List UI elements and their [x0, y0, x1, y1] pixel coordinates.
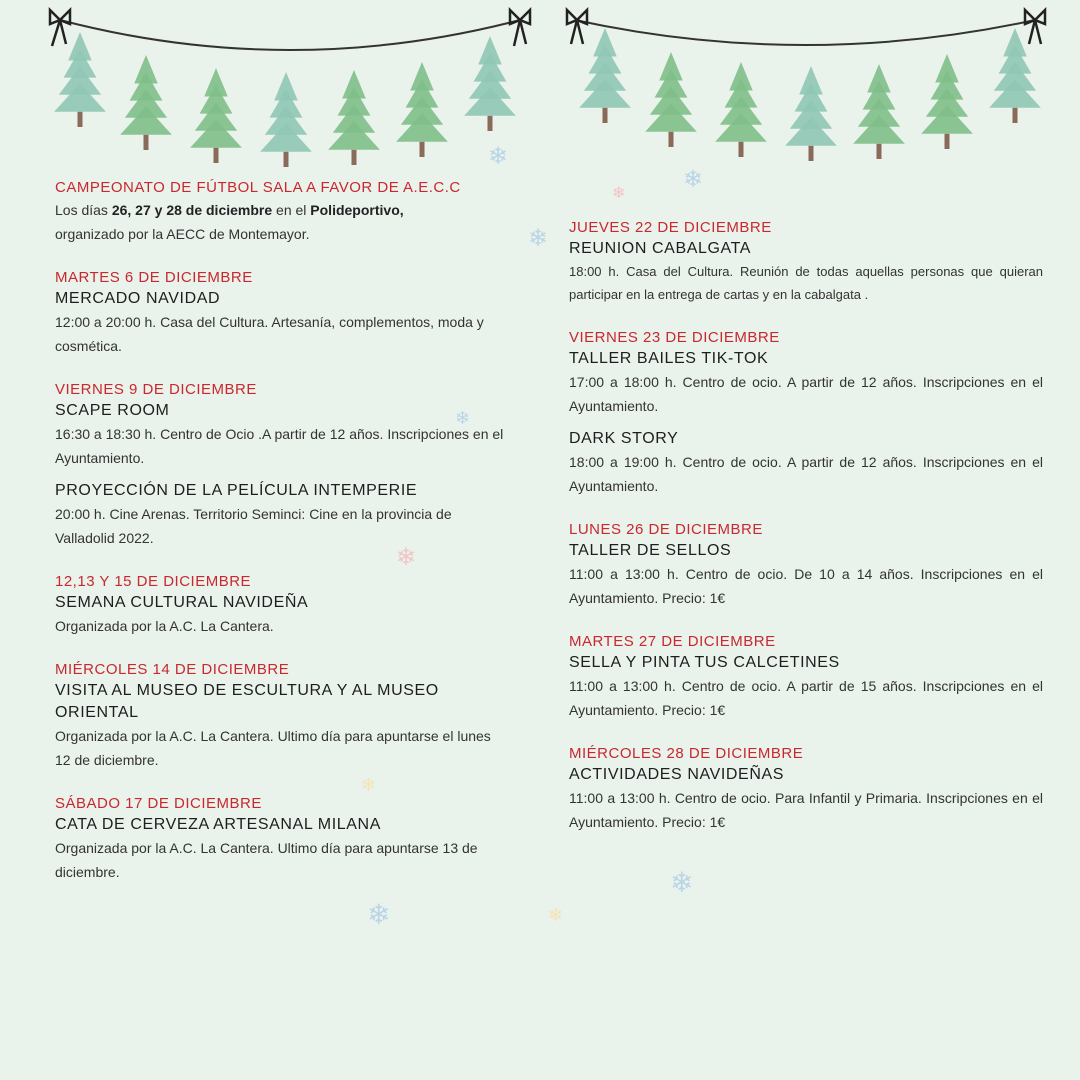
event-description: Organizada por la A.C. La Cantera. Ultimo día para apuntarse 13 de diciembre.: [55, 840, 478, 880]
event-description: 18:00 a 19:00 h. Centro de ocio. A partir de 12 años. Inscripciones en el Ayuntamiento.: [569, 454, 1043, 494]
snowflake-icon: ❄: [683, 166, 704, 193]
event-title: TALLER DE SELLOS: [569, 542, 732, 559]
event-description: 11:00 a 13:00 h. Centro de ocio. De 10 a 14 años. Inscripciones en el Ayuntamiento. Precio: 1€: [569, 566, 1043, 606]
event-title: SCAPE ROOM: [55, 402, 170, 419]
event-title: CATA DE CERVEZA ARTESANAL MILANA: [55, 816, 381, 833]
event-title: PROYECCIÓN DE LA PELÍCULA INTEMPERIE: [55, 482, 418, 499]
event: [55, 380, 505, 470]
event-intro: [55, 178, 505, 246]
event-date: MIÉRCOLES 28 DE DICIEMBRE: [569, 745, 804, 762]
event-description: Organizada por la A.C. La Cantera. Ultimo día para apuntarse el lunes 12 de diciembre.: [55, 728, 491, 768]
event: [55, 480, 505, 550]
bow-icon: [50, 10, 70, 46]
event-title: VISITA AL MUSEO DE ESCULTURA Y AL MUSEO ORIENTAL: [55, 682, 439, 721]
event-description: 18:00 h. Casa del Cultura. Reunión de todas aquellas personas que quieran participar en la entrega de cartas y en la cabalgata .: [569, 264, 1043, 302]
event-title: MERCADO NAVIDAD: [55, 290, 221, 307]
event-title: DARK STORY: [569, 430, 679, 447]
christmas-tree-icon: [396, 62, 448, 157]
event-date: MARTES 27 DE DICIEMBRE: [569, 633, 776, 650]
christmas-tree-icon: [260, 72, 312, 167]
event-title: SELLA Y PINTA TUS CALCETINES: [569, 654, 840, 671]
christmas-tree-garland-icon: [40, 0, 540, 175]
event-description: Los días 26, 27 y 28 de diciembre en el Polideportivo, organizado por la AECC de Montemayor.: [55, 202, 404, 242]
christmas-tree-icon: [120, 55, 172, 150]
event-description: Organizada por la A.C. La Cantera.: [55, 618, 274, 634]
christmas-tree-icon: [715, 62, 767, 157]
christmas-tree-icon: [328, 70, 380, 165]
event-date: 12,13 Y 15 DE DICIEMBRE: [55, 573, 252, 590]
event: [55, 660, 505, 772]
event-date: JUEVES 22 DE DICIEMBRE: [569, 219, 772, 236]
bow-icon: [1025, 10, 1045, 44]
event-date: VIERNES 9 DE DICIEMBRE: [55, 381, 257, 398]
event-description: 20:00 h. Cine Arenas. Territorio Seminci: Cine en la provincia de Valladolid 2022.: [55, 506, 452, 546]
christmas-tree-icon: [54, 32, 106, 127]
snowflake-icon: ❄: [488, 143, 509, 170]
snowflake-icon: ❄: [396, 544, 417, 571]
event: [569, 428, 1043, 498]
right-column: [569, 218, 1043, 856]
event: [55, 572, 505, 638]
event: [569, 328, 1043, 418]
christmas-tree-icon: [579, 28, 631, 123]
event-date: MIÉRCOLES 14 DE DICIEMBRE: [55, 661, 290, 678]
event: [569, 632, 1043, 722]
event-description: 17:00 a 18:00 h. Centro de ocio. A partir de 12 años. Inscripciones en el Ayuntamiento.: [569, 374, 1043, 414]
event: [569, 744, 1043, 834]
event-date: LUNES 26 DE DICIEMBRE: [569, 521, 763, 538]
christmas-tree-icon: [785, 66, 837, 161]
snowflake-icon: ❄: [548, 905, 564, 925]
snowflake-icon: ❄: [455, 408, 471, 428]
event-date: MARTES 6 DE DICIEMBRE: [55, 269, 253, 286]
christmas-tree-icon: [921, 54, 973, 149]
event-date: SÁBADO 17 DE DICIEMBRE: [55, 795, 262, 812]
christmas-tree-icon: [645, 52, 697, 147]
christmas-tree-icon: [989, 28, 1041, 123]
event-description: 11:00 a 13:00 h. Centro de ocio. Para Infantil y Primaria. Inscripciones en el Ayuntamiento. Precio: 1€: [569, 790, 1043, 830]
bow-icon: [510, 10, 530, 46]
event-title: REUNION CABALGATA: [569, 240, 752, 257]
snowflake-icon: ❄: [367, 899, 391, 930]
christmas-tree-icon: [464, 36, 516, 131]
event-title: TALLER BAILES TIK-TOK: [569, 350, 769, 367]
event-title: CAMPEONATO DE FÚTBOL SALA A FAVOR DE A.E.C.C: [55, 179, 461, 196]
event: [55, 794, 505, 884]
event: [55, 268, 505, 358]
event-description: 11:00 a 13:00 h. Centro de ocio. A partir de 15 años. Inscripciones en el Ayuntamiento. Precio: 1€: [569, 678, 1043, 718]
event-description: 16:30 a 18:30 h. Centro de Ocio .A partir de 12 años. Inscripciones en el Ayuntamiento.: [55, 426, 504, 466]
christmas-tree-icon: [853, 64, 905, 159]
christmas-tree-garland-icon: [565, 0, 1065, 175]
christmas-tree-icon: [190, 68, 242, 163]
event: [569, 520, 1043, 610]
bow-icon: [567, 10, 587, 44]
event-description: 12:00 a 20:00 h. Casa del Cultura. Artesanía, complementos, moda y cosmética.: [55, 314, 484, 354]
snowflake-icon: ❄: [361, 775, 377, 795]
left-column: [55, 178, 505, 906]
snowflake-icon: ❄: [670, 867, 694, 898]
event-date: VIERNES 23 DE DICIEMBRE: [569, 329, 780, 346]
event-title: SEMANA CULTURAL NAVIDEÑA: [55, 594, 309, 611]
event: [569, 218, 1043, 306]
event-title: ACTIVIDADES NAVIDEÑAS: [569, 766, 785, 783]
snowflake-icon: ❄: [612, 185, 626, 202]
snowflake-icon: ❄: [528, 225, 549, 252]
